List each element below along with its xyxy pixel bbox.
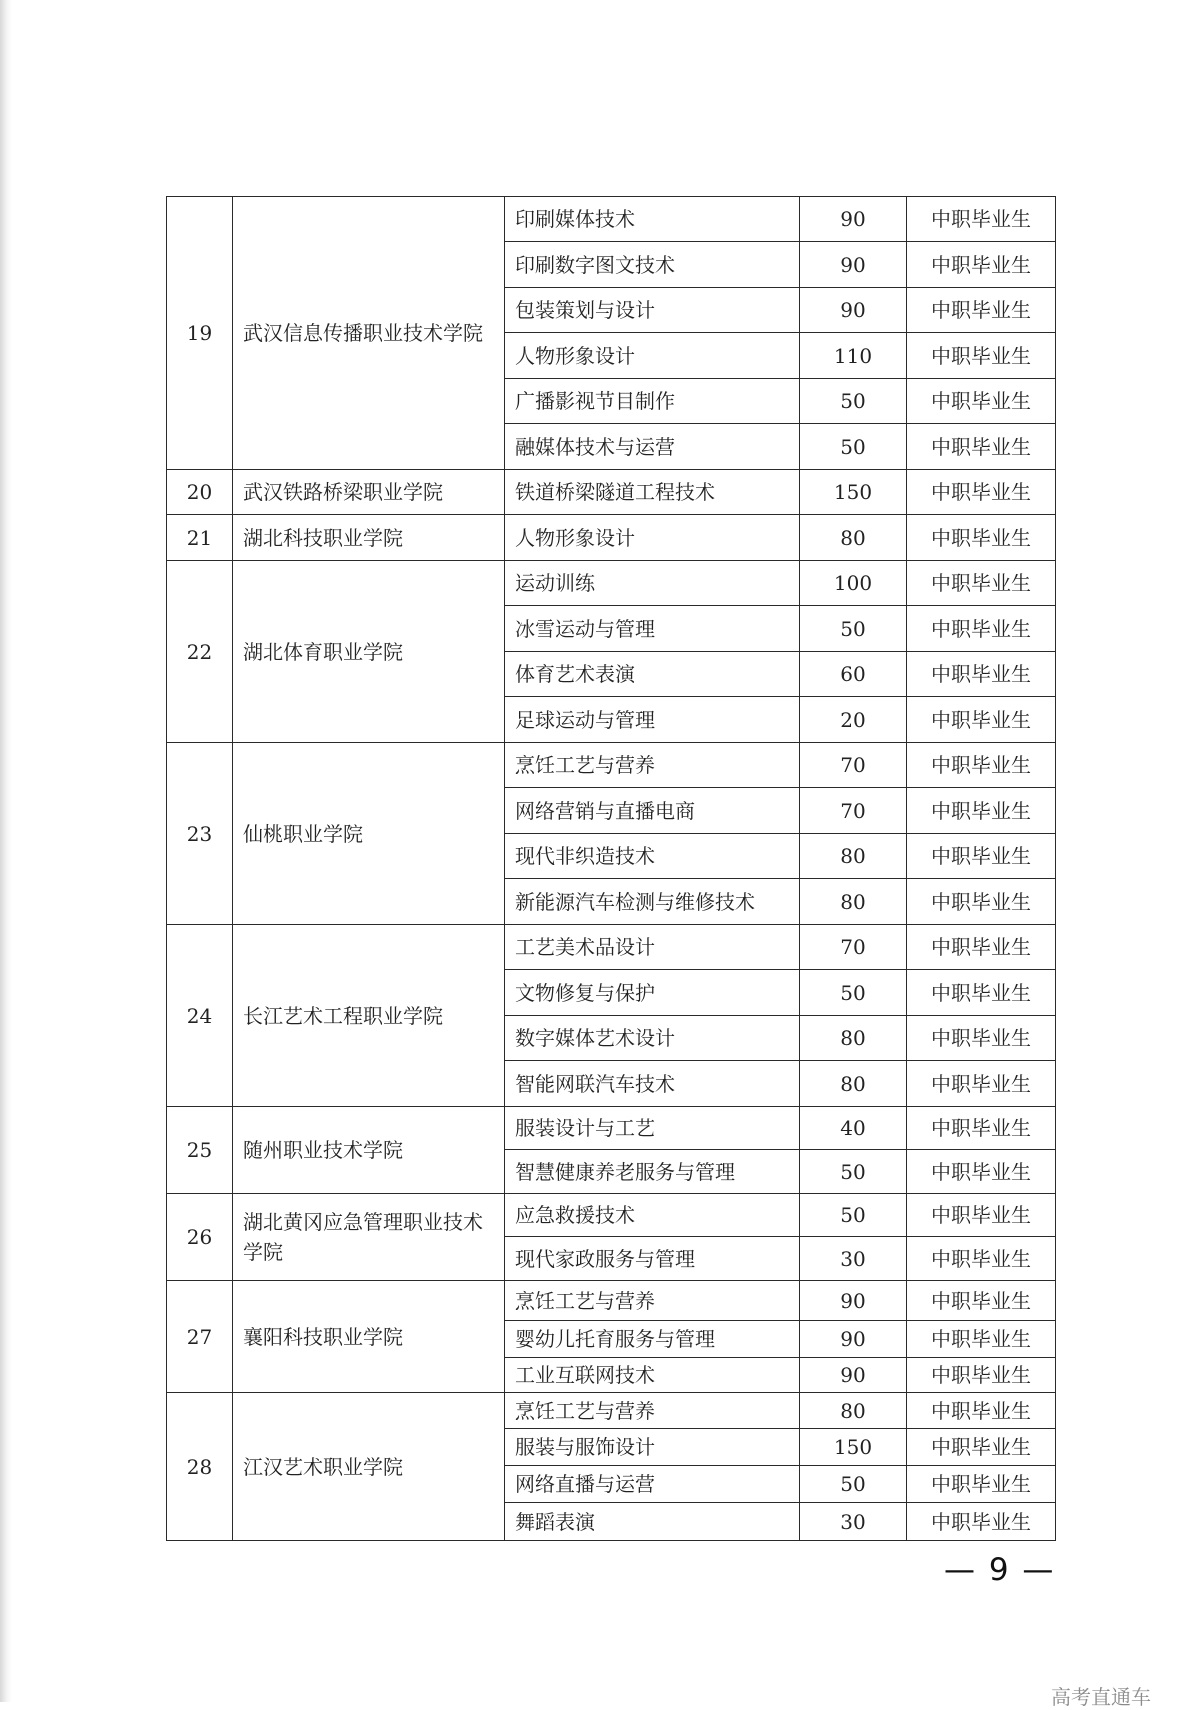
plan-count: 90 [800,1321,907,1358]
plan-count: 80 [800,834,907,879]
enrollment-source: 中职毕业生 [907,1503,1056,1541]
table-row [167,515,1056,561]
major-name: 烹饪工艺与营养 [505,1281,800,1321]
major-name: 应急救援技术 [505,1194,800,1237]
row-number: 23 [167,743,233,925]
enrollment-source: 中职毕业生 [907,1393,1056,1429]
table-row [167,743,1056,788]
major-name: 舞蹈表演 [505,1503,800,1541]
school-name: 湖北黄冈应急管理职业技术学院 [233,1194,505,1281]
enrollment-source: 中职毕业生 [907,515,1056,561]
school-name: 湖北体育职业学院 [233,561,505,743]
enrollment-source: 中职毕业生 [907,1237,1056,1281]
major-name: 工业互联网技术 [505,1358,800,1393]
school-name: 武汉信息传播职业技术学院 [233,197,505,470]
major-name: 广播影视节目制作 [505,379,800,424]
major-name: 包装策划与设计 [505,288,800,333]
school-name: 仙桃职业学院 [233,743,505,925]
major-name: 烹饪工艺与营养 [505,1393,800,1429]
enrollment-table [166,196,1056,1541]
plan-count: 80 [800,1061,907,1107]
plan-count: 50 [800,424,907,470]
school-name: 湖北科技职业学院 [233,515,505,561]
major-name: 服装与服饰设计 [505,1429,800,1466]
plan-count: 100 [800,561,907,606]
plan-count: 20 [800,697,907,743]
major-name: 数字媒体艺术设计 [505,1016,800,1061]
major-name: 印刷数字图文技术 [505,242,800,288]
row-number: 28 [167,1393,233,1541]
enrollment-source: 中职毕业生 [907,1107,1056,1150]
row-number: 24 [167,925,233,1107]
enrollment-source: 中职毕业生 [907,1321,1056,1358]
major-name: 服装设计与工艺 [505,1107,800,1150]
enrollment-source: 中职毕业生 [907,288,1056,333]
major-name: 运动训练 [505,561,800,606]
enrollment-source: 中职毕业生 [907,379,1056,424]
row-number: 20 [167,470,233,515]
school-name: 江汉艺术职业学院 [233,1393,505,1541]
plan-count: 90 [800,242,907,288]
plan-count: 40 [800,1107,907,1150]
plan-count: 50 [800,1466,907,1503]
plan-count: 50 [800,379,907,424]
plan-count: 80 [800,515,907,561]
major-name: 铁道桥梁隧道工程技术 [505,470,800,515]
enrollment-source: 中职毕业生 [907,197,1056,242]
watermark-text: 高考直通车 [1051,1685,1151,1709]
plan-count: 90 [800,1281,907,1321]
row-number: 27 [167,1281,233,1393]
major-name: 婴幼儿托育服务与管理 [505,1321,800,1358]
plan-count: 90 [800,197,907,242]
enrollment-table-body [167,197,1056,1541]
enrollment-source: 中职毕业生 [907,652,1056,697]
major-name: 智能网联汽车技术 [505,1061,800,1107]
major-name: 体育艺术表演 [505,652,800,697]
enrollment-source: 中职毕业生 [907,470,1056,515]
row-number: 19 [167,197,233,470]
plan-count: 30 [800,1503,907,1541]
enrollment-source: 中职毕业生 [907,1194,1056,1237]
school-name: 武汉铁路桥梁职业学院 [233,470,505,515]
enrollment-source: 中职毕业生 [907,1358,1056,1393]
plan-count: 90 [800,1358,907,1393]
major-name: 烹饪工艺与营养 [505,743,800,788]
table-row [167,1393,1056,1429]
enrollment-source: 中职毕业生 [907,561,1056,606]
enrollment-source: 中职毕业生 [907,834,1056,879]
plan-count: 50 [800,970,907,1016]
row-number: 25 [167,1107,233,1194]
enrollment-source: 中职毕业生 [907,242,1056,288]
plan-count: 150 [800,1429,907,1466]
row-number: 22 [167,561,233,743]
school-name: 随州职业技术学院 [233,1107,505,1194]
plan-count: 70 [800,743,907,788]
enrollment-source: 中职毕业生 [907,788,1056,834]
plan-count: 60 [800,652,907,697]
plan-count: 150 [800,470,907,515]
major-name: 工艺美术品设计 [505,925,800,970]
major-name: 印刷媒体技术 [505,197,800,242]
major-name: 文物修复与保护 [505,970,800,1016]
school-name: 长江艺术工程职业学院 [233,925,505,1107]
enrollment-source: 中职毕业生 [907,333,1056,379]
major-name: 人物形象设计 [505,515,800,561]
major-name: 人物形象设计 [505,333,800,379]
major-name: 智慧健康养老服务与管理 [505,1150,800,1194]
plan-count: 90 [800,288,907,333]
plan-count: 70 [800,925,907,970]
plan-count: 50 [800,606,907,652]
enrollment-source: 中职毕业生 [907,1466,1056,1503]
enrollment-source: 中职毕业生 [907,606,1056,652]
enrollment-source: 中职毕业生 [907,1016,1056,1061]
plan-count: 110 [800,333,907,379]
enrollment-source: 中职毕业生 [907,925,1056,970]
table-row [167,1281,1056,1321]
major-name: 现代非织造技术 [505,834,800,879]
row-number: 21 [167,515,233,561]
school-name: 襄阳科技职业学院 [233,1281,505,1393]
major-name: 冰雪运动与管理 [505,606,800,652]
enrollment-source: 中职毕业生 [907,970,1056,1016]
table-row [167,470,1056,515]
enrollment-source: 中职毕业生 [907,1429,1056,1466]
major-name: 现代家政服务与管理 [505,1237,800,1281]
plan-count: 50 [800,1150,907,1194]
major-name: 网络营销与直播电商 [505,788,800,834]
enrollment-source: 中职毕业生 [907,879,1056,925]
enrollment-source: 中职毕业生 [907,697,1056,743]
enrollment-source: 中职毕业生 [907,424,1056,470]
plan-count: 80 [800,879,907,925]
plan-count: 80 [800,1016,907,1061]
table-row [167,1107,1056,1150]
scan-page-edge [0,0,12,1702]
page-number: — 9 — [944,1552,1056,1588]
table-row [167,1194,1056,1237]
table-row [167,197,1056,242]
major-name: 融媒体技术与运营 [505,424,800,470]
plan-count: 80 [800,1393,907,1429]
enrollment-source: 中职毕业生 [907,1281,1056,1321]
major-name: 网络直播与运营 [505,1466,800,1503]
enrollment-source: 中职毕业生 [907,1061,1056,1107]
table-row [167,925,1056,970]
plan-count: 50 [800,1194,907,1237]
enrollment-source: 中职毕业生 [907,743,1056,788]
plan-count: 70 [800,788,907,834]
major-name: 新能源汽车检测与维修技术 [505,879,800,925]
plan-count: 30 [800,1237,907,1281]
enrollment-source: 中职毕业生 [907,1150,1056,1194]
table-row [167,561,1056,606]
row-number: 26 [167,1194,233,1281]
major-name: 足球运动与管理 [505,697,800,743]
